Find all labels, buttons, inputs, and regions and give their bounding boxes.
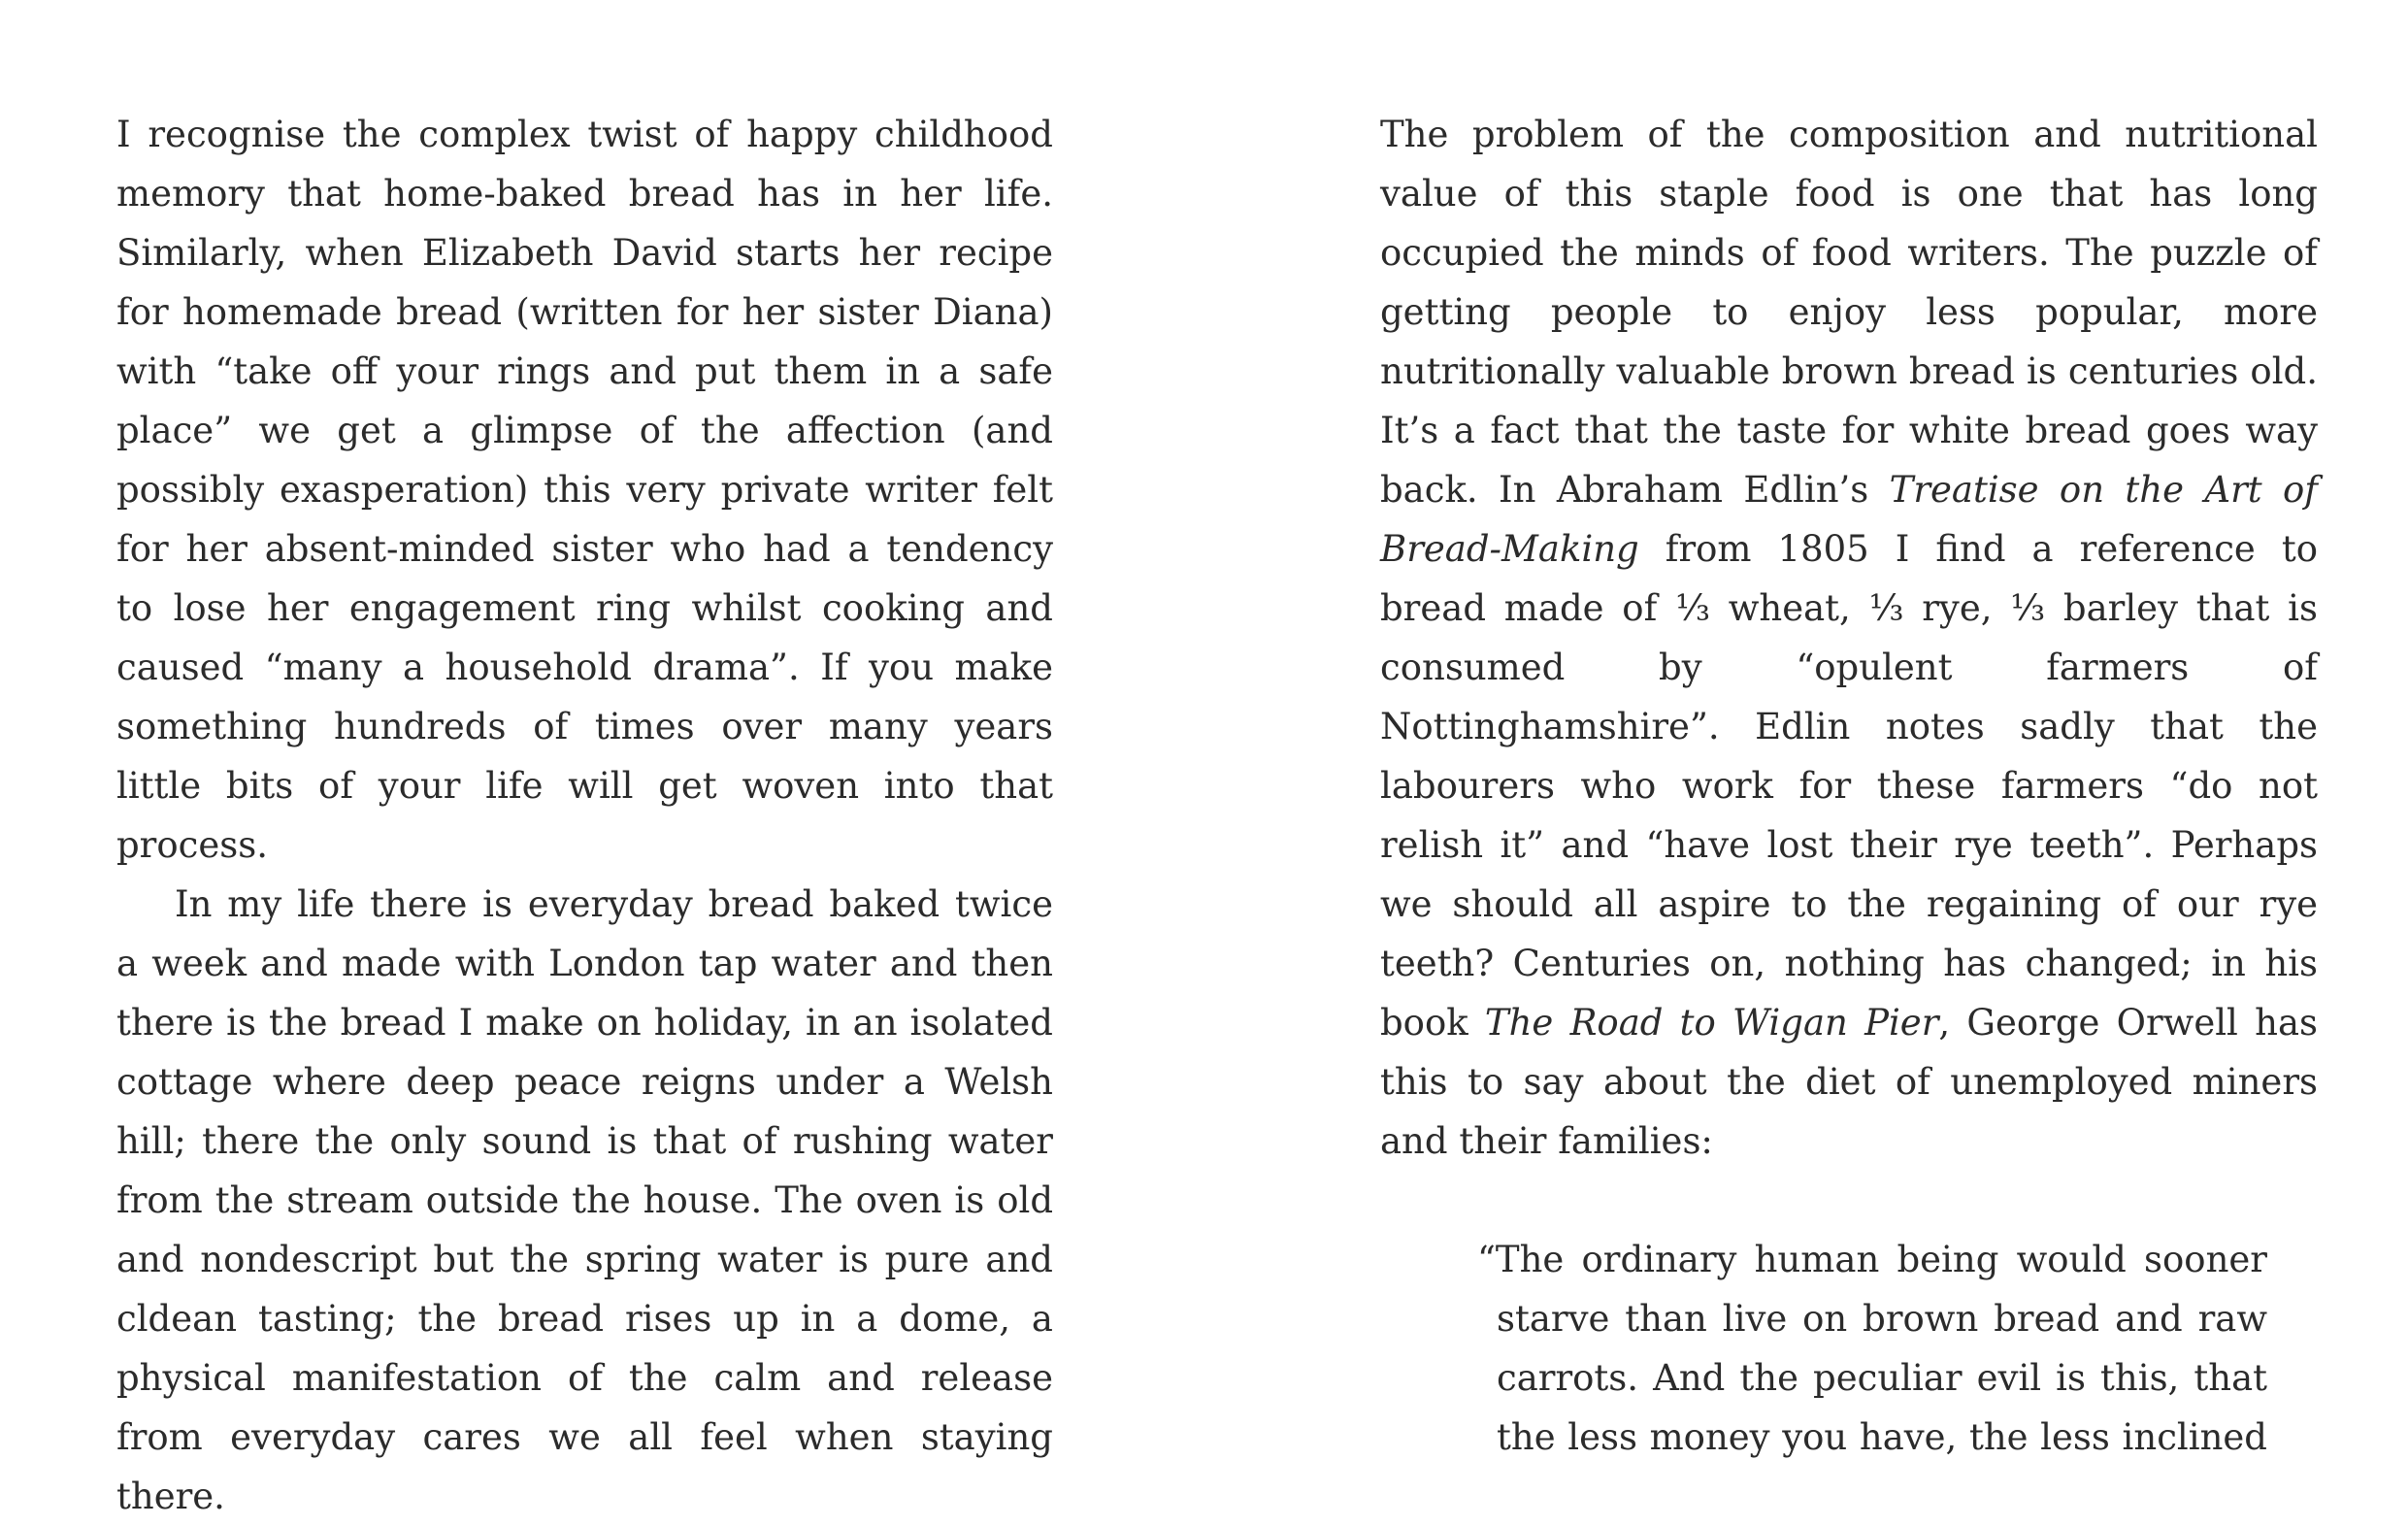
left-paragraph-1: I recognise the complex twist of happy childhood memory that home-baked bread has in her life. Similarly, when Elizabeth David starts her recipe for homemade bread (written for her sister Diana) with “take off your rings and put them in a safe place” we get a glimpse of the affection (and possibly exasperation) this very private writer felt for her absent-minded sister who had a tendency to lose her engagement ring whilst cooking and caused “many a household drama”. If you make something hundreds of times over many years little bits of your life will get woven into that process.	[116, 114, 1053, 866]
book-title-wigan-pier: The Road to Wigan Pier	[1484, 1002, 1939, 1044]
right-page	[1204, 0, 2408, 1458]
right-paragraph-1-part-1: The problem of the composition and nutritional value of this staple food is one that has long occupied the minds of food writers. The puzzle of getting people to enjoy less popular, more nutritionally valuable brown bread is centuries old. It’s a fact that the taste for white bread goes way back. In Abraham Edlin’s	[1380, 114, 2318, 511]
left-text-column	[116, 105, 1053, 1526]
left-page	[0, 0, 1204, 1517]
right-paragraph-1-part-3: , George Orwell has this to say about the diet of unemployed miners and their families:	[1380, 1002, 2319, 1162]
right-paragraph-1	[1380, 105, 2318, 1171]
left-paragraph-2: In my life there is everyday bread baked twice a week and made with London tap water and then there is the bread I make on holiday, in an isolated cottage where deep peace reigns under a Welsh hill; there the only sound is that of rushing water from the stream outside the house. The oven is old and nondescript but the spring water is pure and cldean tasting; the bread rises up in a dome, a physical manifestation of the calm and release from everyday cares we all feel when staying there.	[116, 883, 1053, 1517]
book-title-treatise: Treatise on the Art of Bread-Making	[1380, 469, 2318, 570]
right-text-column	[1380, 105, 2318, 1467]
orwell-quote: “The ordinary human being would sooner starve than live on brown bread and raw carrots. And the peculiar evil is this, that the less money you have, the less inclined	[1477, 1239, 2267, 1458]
right-paragraph-1-part-2: from 1805 I find a reference to bread made of ⅓ wheat, ⅓ rye, ⅓ barley that is consumed by “opulent farmers of Nottinghamshire”. Edlin notes sadly that the labourers who work for these farmers “do not relish it” and “have lost their rye teeth”. Perhaps we should all aspire to the regaining of our rye teeth? Centuries on, nothing has changed; in his book	[1380, 528, 2318, 1044]
